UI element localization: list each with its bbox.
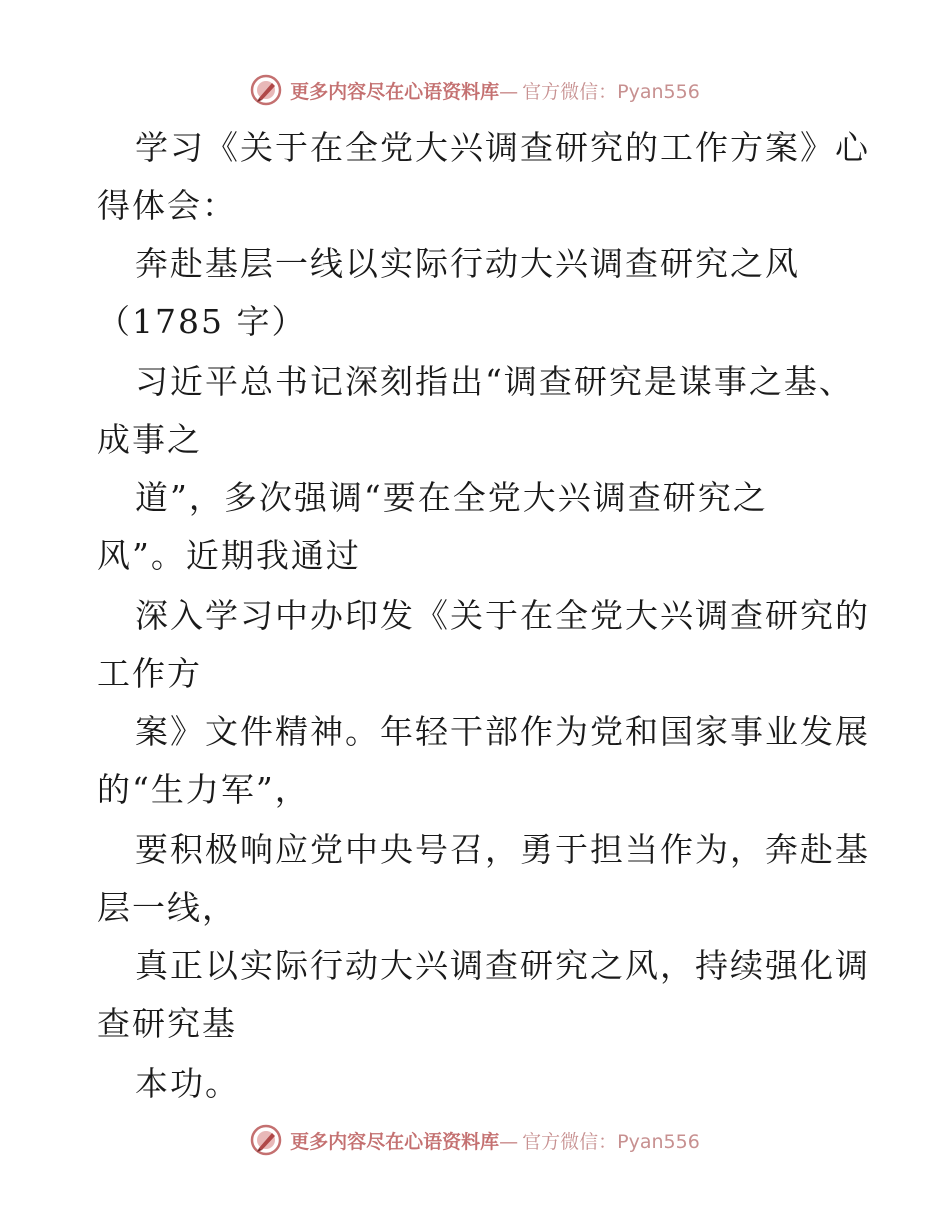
text-line-17: 本功。 — [135, 1064, 240, 1103]
text-line-3: 奔赴基层一线以实际行动大兴调查研究之风 — [135, 244, 800, 283]
pen-logo-icon — [250, 74, 282, 106]
text-line-7: 道”，多次强调“要在全党大兴调查研究之 — [135, 478, 768, 517]
header-watermark — [0, 70, 950, 110]
footer-watermark — [0, 1120, 950, 1160]
pen-logo-icon — [250, 1124, 282, 1156]
watermark-text — [290, 1127, 700, 1154]
watermark-dash: — — [499, 80, 519, 103]
text-line-15: 真正以实际行动大兴调查研究之风，持续强化调 — [135, 946, 870, 985]
text-line-2: 得体会： — [97, 186, 237, 225]
text-line-4: （1785 字） — [97, 302, 307, 341]
text-line-5: 习近平总书记深刻指出“调查研究是谋事之基、 — [135, 362, 854, 401]
watermark-text — [290, 77, 700, 104]
text-line-16: 查研究基 — [97, 1004, 237, 1043]
text-line-6: 成事之 — [97, 420, 202, 459]
text-line-12: 的“生力军”， — [97, 770, 310, 809]
text-line-9: 深入学习中办印发《关于在全党大兴调查研究的 — [135, 596, 870, 635]
watermark-dash: — — [499, 1130, 519, 1153]
text-line-13: 要积极响应党中央号召，勇于担当作为，奔赴基 — [135, 830, 870, 869]
text-line-10: 工作方 — [97, 654, 202, 693]
watermark-main: 更多内容尽在心语资料库 — [290, 80, 500, 103]
watermark-sub: 官方微信：Pyan556 — [522, 80, 700, 103]
text-line-8: 风”。近期我通过 — [97, 536, 361, 575]
watermark-main: 更多内容尽在心语资料库 — [290, 1130, 500, 1153]
text-line-11: 案》文件精神。年轻干部作为党和国家事业发展 — [135, 712, 870, 751]
text-line-14: 层一线， — [97, 888, 237, 927]
text-line-1: 学习《关于在全党大兴调查研究的工作方案》心 — [135, 128, 870, 167]
watermark-sub: 官方微信：Pyan556 — [522, 1130, 700, 1153]
